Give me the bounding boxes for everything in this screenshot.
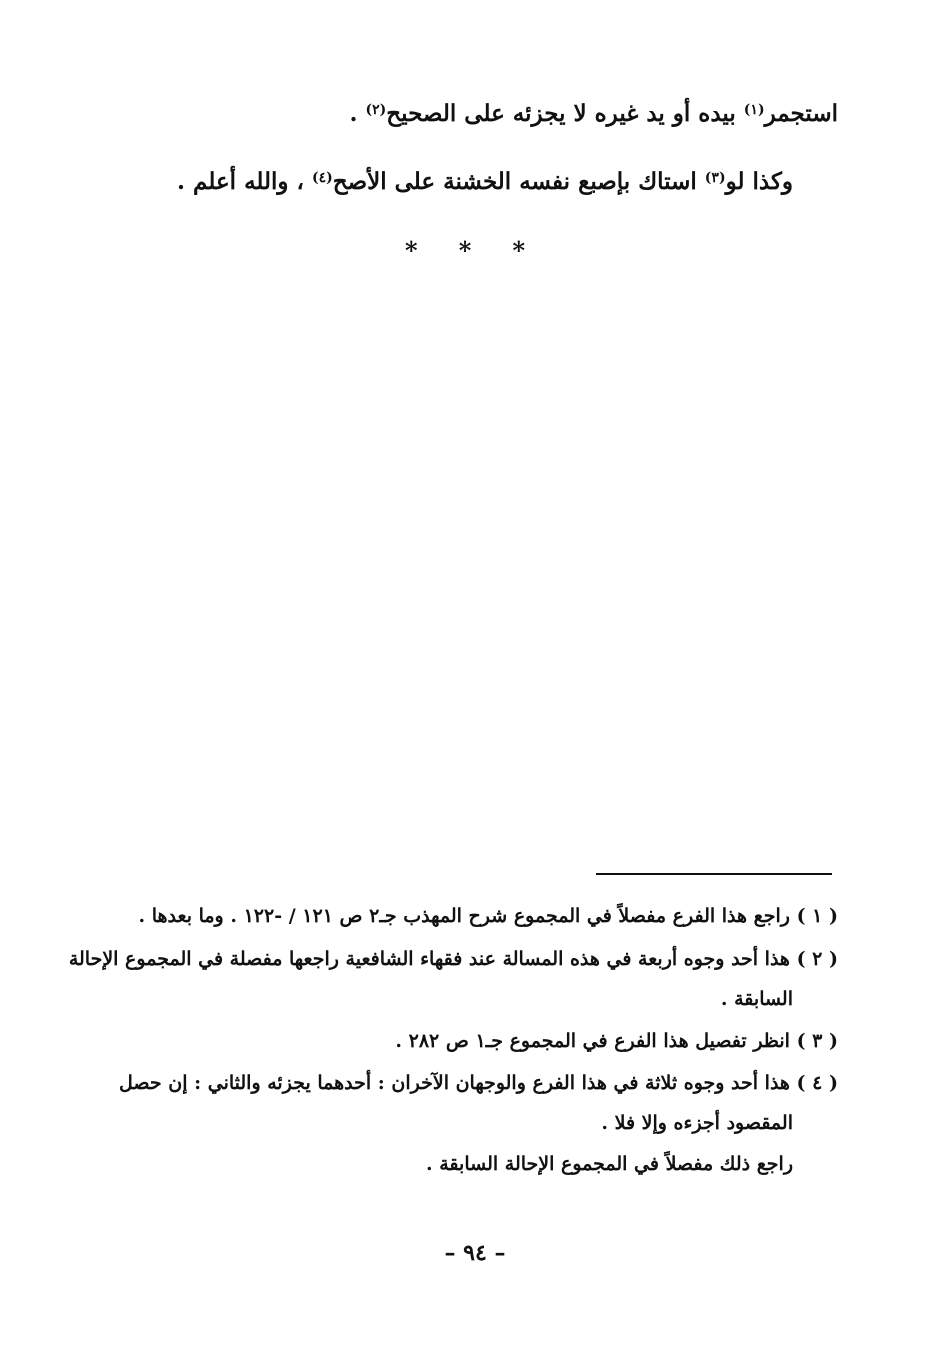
footnote-divider xyxy=(596,873,832,875)
body-line-2 xyxy=(177,168,793,196)
body-text: استاك بإصبع نفسه الخشنة على الأصح xyxy=(332,168,705,195)
footnote-ref-1[interactable]: (١) xyxy=(743,102,765,118)
body-text: . xyxy=(349,100,366,127)
footnote-ref-4[interactable]: (٤) xyxy=(311,170,333,186)
footnote-ref-3[interactable]: (٣) xyxy=(704,170,726,186)
section-separator xyxy=(405,236,525,265)
footnote-1: ( ١ ) راجع هذا الفرع مفصلاً في المجموع شرح المهذب جـ٢ ص ١٢١ / -١٢٢ . وما بعدها . xyxy=(138,905,838,927)
footnote-4-reference: راجع ذلك مفصلاً في المجموع الإحالة السابقة . xyxy=(426,1153,793,1175)
body-text: ، والله أعلم . xyxy=(177,168,312,195)
body-line-1 xyxy=(350,100,839,128)
footnote-4: ( ٤ ) هذا أحد وجوه ثلاثة في هذا الفرع والوجهان الآخران : أحدهما يجزئه والثاني : إن حصل xyxy=(119,1072,838,1094)
body-text: بيده أو يد غيره لا يجزئه على الصحيح xyxy=(386,100,744,127)
body-text: استجمر xyxy=(764,100,838,127)
footnote-2: ( ٢ ) هذا أحد وجوه أربعة في هذه المسالة عند فقهاء الشافعية راجعها مفصلة في المجموع الإحالة xyxy=(68,948,838,970)
page-number: – ٩٤ – xyxy=(444,1240,506,1266)
footnote-3: ( ٣ ) انظر تفصيل هذا الفرع في المجموع جـ١ ص ٢٨٢ . xyxy=(395,1030,838,1052)
footnote-ref-2[interactable]: (٢) xyxy=(365,102,387,118)
footnote-4-continuation: المقصود أجزءه وإلا فلا . xyxy=(601,1112,793,1134)
star-glyph: * xyxy=(405,236,418,265)
star-glyph: * xyxy=(512,236,525,265)
footnote-2-continuation: السابقة . xyxy=(720,988,793,1010)
body-text: وكذا لو xyxy=(725,168,793,195)
star-glyph: * xyxy=(458,236,472,265)
